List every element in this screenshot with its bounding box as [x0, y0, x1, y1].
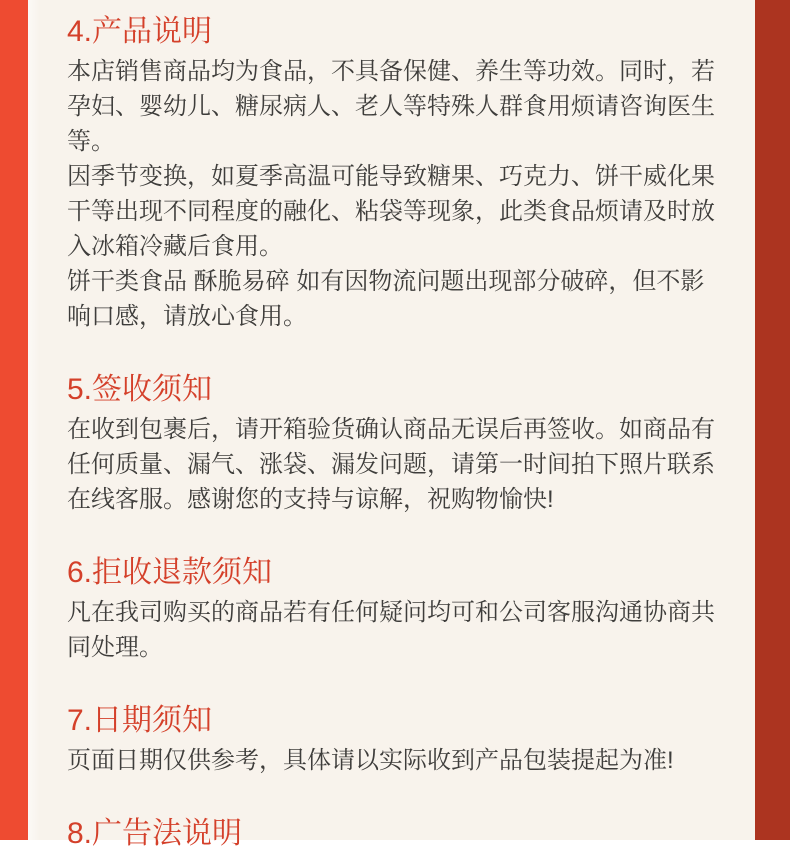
section-rejection-refund-notice: [67, 553, 723, 665]
section-body: [67, 54, 723, 334]
left-border-stripe: [0, 0, 28, 840]
section-heading: 6.拒收退款须知: [67, 556, 273, 589]
paragraph: 凡在我司购买的商品若有任何疑问均可和公司客服沟通协商共同处理。: [67, 599, 715, 661]
section-receipt-notice: [67, 370, 723, 517]
section-heading: 8.广告法说明: [67, 817, 243, 850]
section-product-description: [67, 12, 723, 334]
section-body: [67, 595, 723, 665]
paragraph: 饼干类食品 酥脆易碎 如有因物流问题出现部分破碎，但不影响口感，请放心食用。: [67, 268, 705, 330]
section-date-notice: [67, 701, 723, 778]
right-border-stripe: [755, 0, 790, 840]
paragraph: 在收到包裹后，请开箱验货确认商品无误后再签收。如商品有任何质量、漏气、涨袋、漏发问题，请第一时间拍下照片联系在线客服。感谢您的支持与谅解，祝购物愉快!: [67, 416, 715, 513]
paragraph: 因季节变换，如夏季高温可能导致糖果、巧克力、饼干威化果干等出现不同程度的融化、粘袋等现象，此类食品烦请及时放入冰箱冷藏后食用。: [67, 163, 715, 260]
section-body: [67, 743, 723, 778]
paragraph: 本店销售商品均为食品，不具备保健、养生等功效。同时，若孕妇、婴幼儿、糖尿病人、老人等特殊人群食用烦请咨询医生等。: [67, 58, 715, 155]
notice-content: [28, 0, 755, 850]
section-heading: 5.签收须知: [67, 373, 213, 406]
section-heading: 7.日期须知: [67, 704, 213, 737]
section-body: [67, 412, 723, 517]
section-advertising-law-notice: [67, 814, 723, 854]
section-heading: 4.产品说明: [67, 15, 213, 48]
paragraph: 页面日期仅供参考，具体请以实际收到产品包装提起为准!: [67, 747, 674, 774]
